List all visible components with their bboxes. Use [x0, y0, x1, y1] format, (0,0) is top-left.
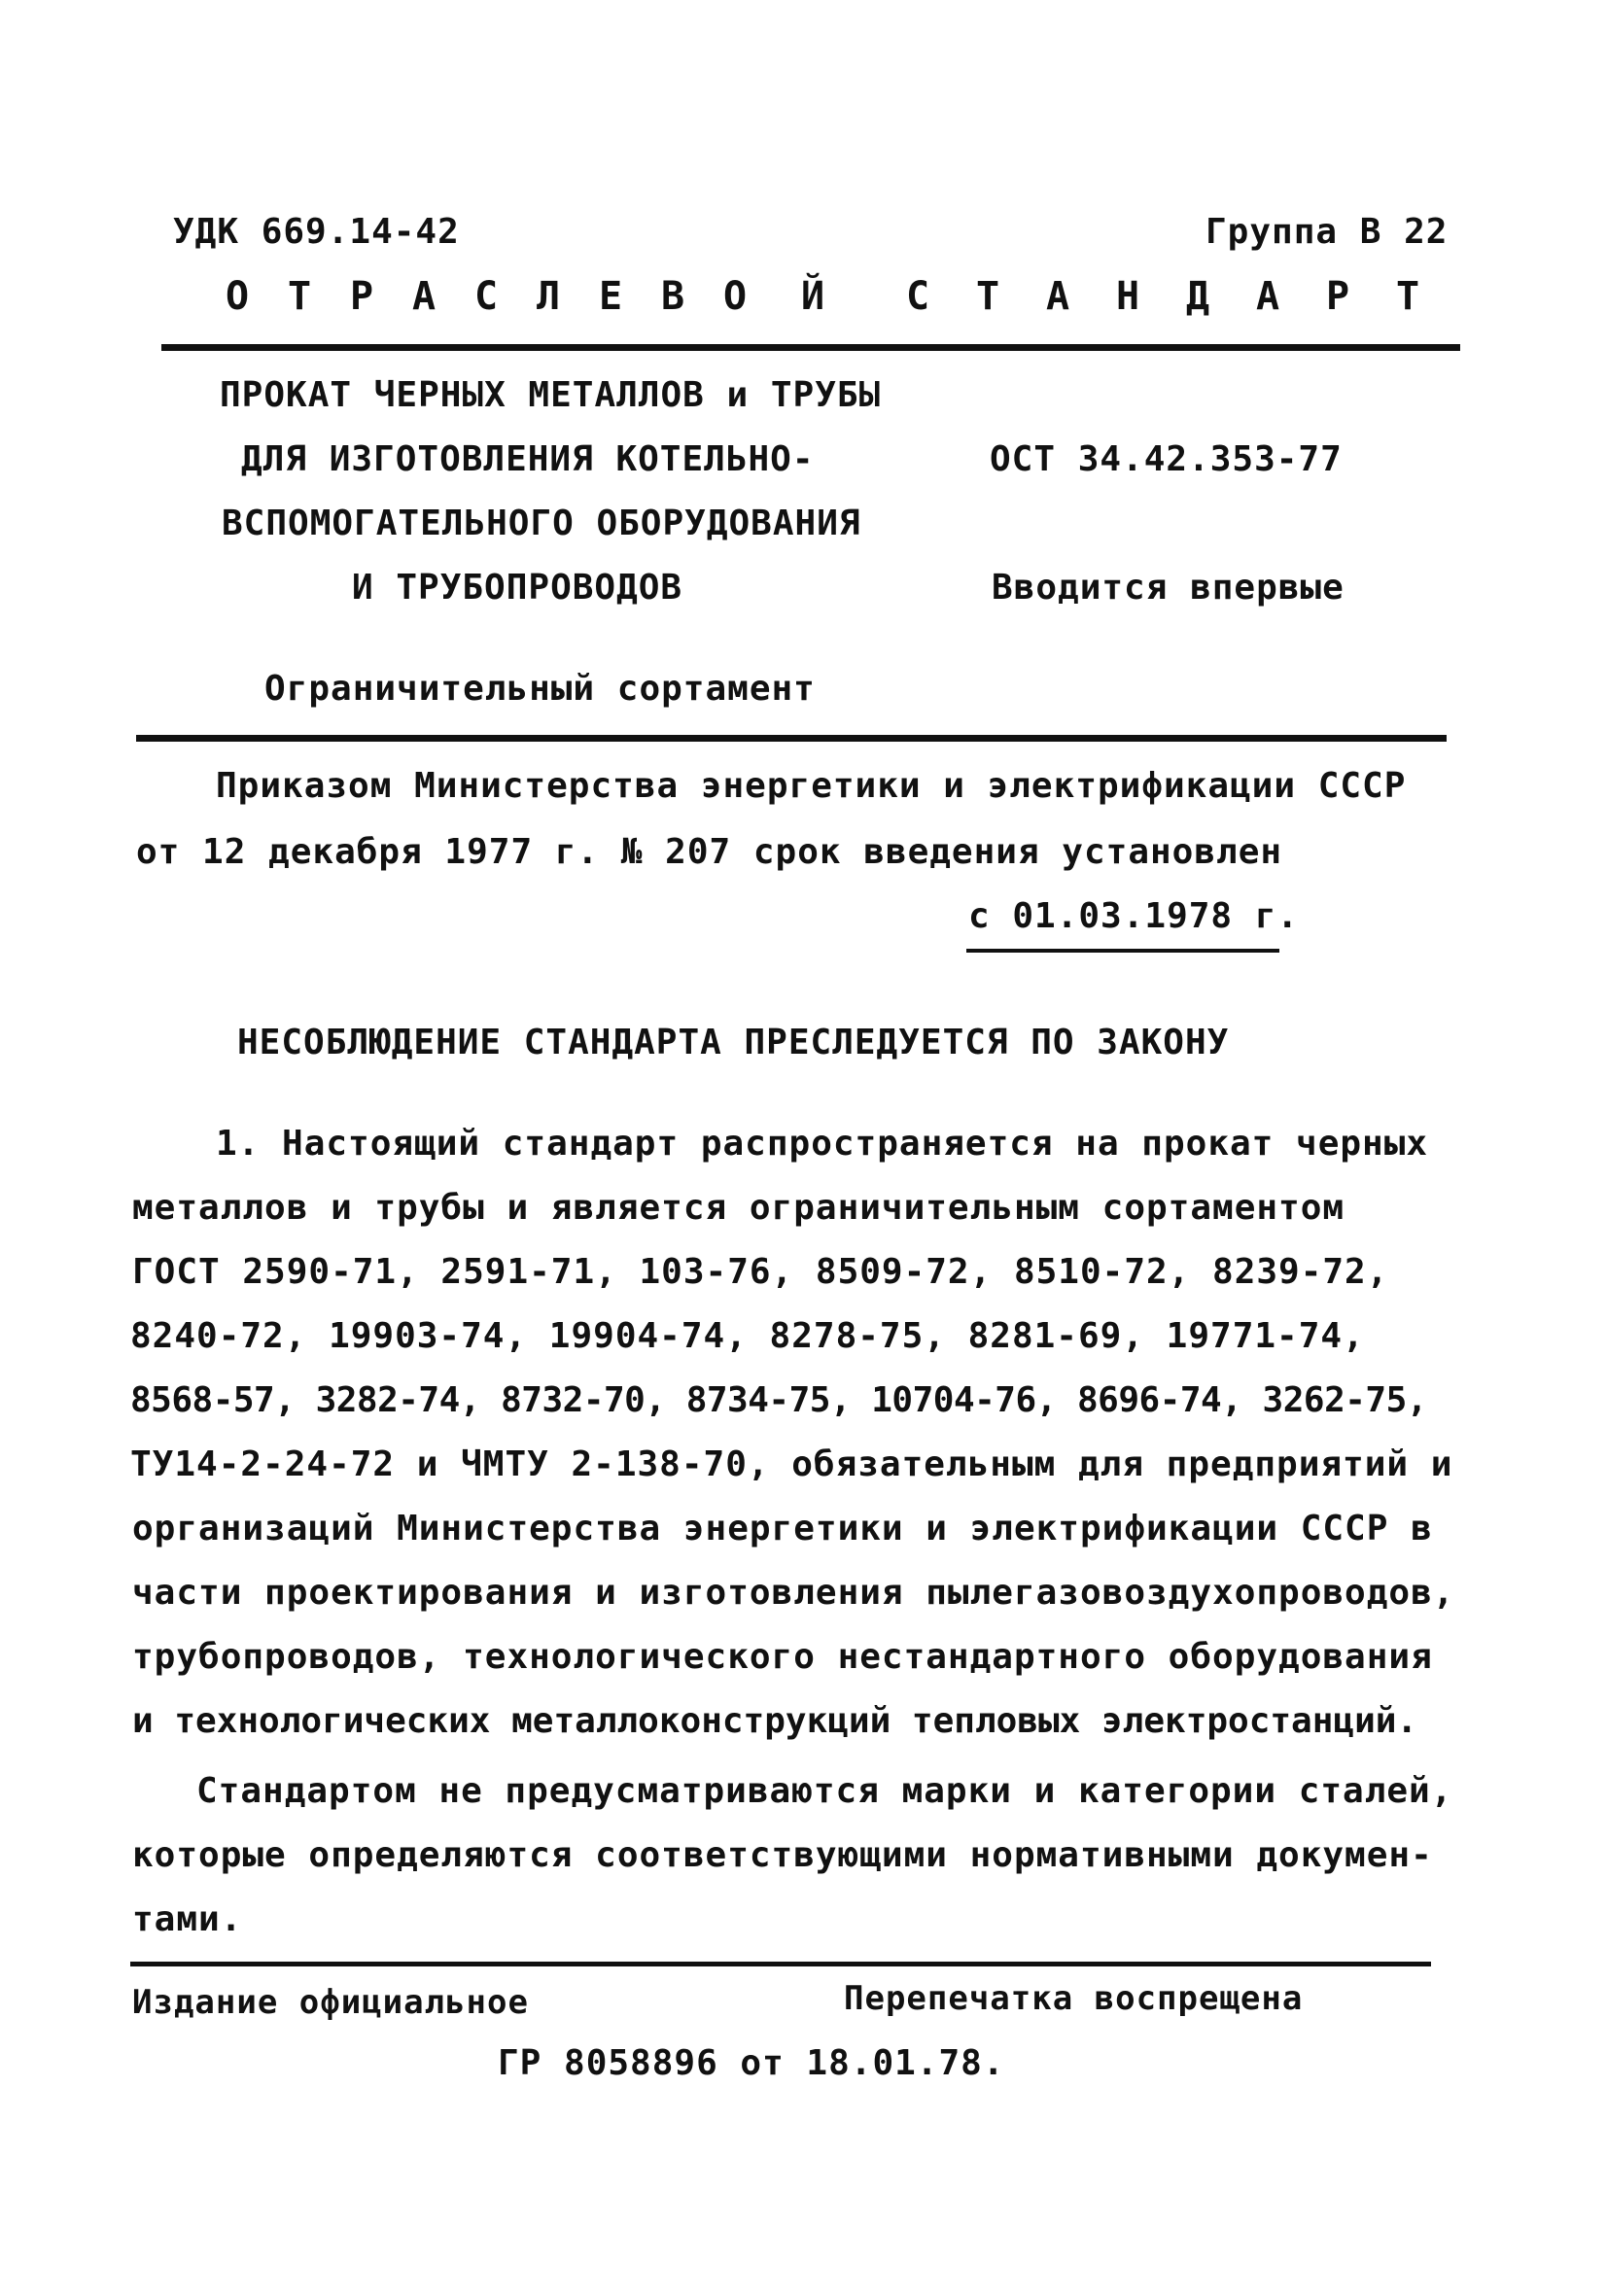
- reprint-note: Перепечатка воспрещена: [844, 1979, 1304, 2018]
- banner-letter: Т: [288, 274, 312, 319]
- body-line-4: 8240-72, 19903-74, 19904-74, 8278-75, 8281-69, 19771-74,: [130, 1316, 1365, 1356]
- banner-letter: Т: [1396, 274, 1420, 319]
- body-line-6: ТУ14-2-24-72 и ЧМТУ 2-138-70, обязательным для предприятий и: [130, 1444, 1453, 1484]
- banner-letter: В: [661, 274, 685, 319]
- order-line-1: Приказом Министерства энергетики и электрификации СССР: [216, 766, 1407, 806]
- banner-letter: Л: [537, 274, 561, 319]
- subtitle: Ограничительный сортамент: [264, 669, 816, 709]
- edition-note: Издание официальное: [132, 1983, 529, 2022]
- effective-date-underline: [966, 949, 1279, 953]
- body-para2-line-3: тами.: [132, 1899, 243, 1939]
- divider-footer: [130, 1962, 1431, 1966]
- body-line-5: 8568-57, 3282-74, 8732-70, 8734-75, 10704-76, 8696-74, 3262-75,: [130, 1380, 1427, 1420]
- title-line-2: ДЛЯ ИЗГОТОВЛЕНИЯ КОТЕЛЬНО-: [241, 439, 815, 479]
- banner-letter: О: [723, 274, 748, 319]
- banner-letter: Д: [1186, 274, 1210, 319]
- banner-letter: С: [906, 274, 930, 319]
- title-line-4: И ТРУБОПРОВОДОВ: [352, 568, 683, 608]
- body-line-8: части проектирования и изготовления пылегазовоздухопроводов,: [132, 1573, 1455, 1613]
- title-line-3: ВСПОМОГАТЕЛЬНОГО ОБОРУДОВАНИЯ: [222, 504, 861, 543]
- banner-letter: Н: [1116, 274, 1140, 319]
- effective-date: с 01.03.1978 г.: [968, 896, 1300, 936]
- standard-designation: ОСТ 34.42.353-77: [990, 439, 1343, 479]
- body-line-9: трубопроводов, технологического нестандартного оборудования: [132, 1637, 1433, 1677]
- banner-letter: Е: [599, 274, 623, 319]
- banner-letter: Р: [1326, 274, 1350, 319]
- banner-letter: С: [474, 274, 499, 319]
- divider-middle: [136, 735, 1447, 742]
- body-line-10: и технологических металлоконструкций тепловых электростанций.: [132, 1701, 1418, 1741]
- body-para2-line-2: которые определяются соответствующими нормативными докумен-: [132, 1835, 1433, 1875]
- body-line-3: ГОСТ 2590-71, 2591-71, 103-76, 8509-72, 8510-72, 8239-72,: [132, 1252, 1389, 1292]
- title-line-1: ПРОКАТ ЧЕРНЫХ МЕТАЛЛОВ и ТРУБЫ: [220, 375, 882, 415]
- banner-letter: Т: [976, 274, 1000, 319]
- banner-letter: А: [1046, 274, 1070, 319]
- legal-notice: НЕСОБЛЮДЕНИЕ СТАНДАРТА ПРЕСЛЕДУЕТСЯ ПО ЗАКОНУ: [237, 1023, 1230, 1062]
- body-line-7: организаций Министерства энергетики и электрификации СССР в: [132, 1509, 1433, 1548]
- banner-letter: О: [226, 274, 250, 319]
- group-code: Группа В 22: [1205, 212, 1449, 252]
- registration-number: ГР 8058896 от 18.01.78.: [498, 2043, 1005, 2083]
- udk-code: УДК 669.14-42: [173, 212, 460, 252]
- divider-top: [161, 344, 1460, 351]
- order-line-2: от 12 декабря 1977 г. № 207 срок введения установлен: [136, 832, 1283, 872]
- introduced-note: Вводится впервые: [992, 568, 1345, 608]
- banner-letter: А: [1256, 274, 1280, 319]
- body-line-1: 1. Настоящий стандарт распространяется на прокат черных: [216, 1124, 1429, 1164]
- banner-letter: А: [412, 274, 437, 319]
- body-line-2: металлов и трубы и является ограничительным сортаментом: [132, 1188, 1345, 1228]
- banner-industry-standard: [226, 274, 1450, 329]
- body-para2-line-1: Стандартом не предусматриваются марки и категории сталей,: [196, 1771, 1453, 1811]
- banner-letter: Й: [801, 274, 825, 319]
- banner-letter: Р: [350, 274, 374, 319]
